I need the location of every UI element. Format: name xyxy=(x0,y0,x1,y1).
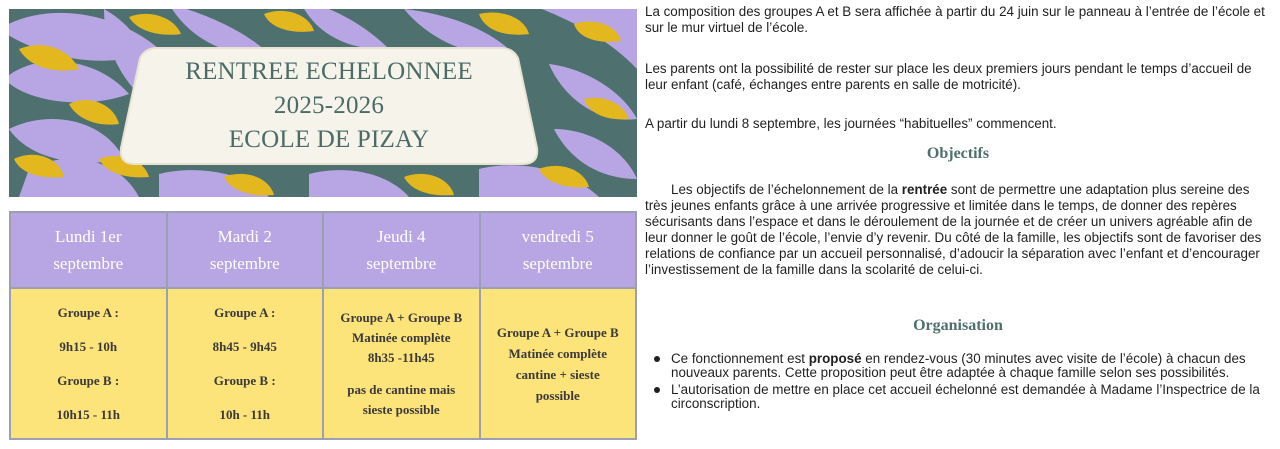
banner-title-line3: ECOLE DE PIZAY xyxy=(228,126,430,153)
schedule-table xyxy=(9,211,637,440)
cell-monday: Groupe A : 9h15 - 10h Groupe B : 10h15 - 11h xyxy=(10,288,167,439)
heading-organisation: Organisation xyxy=(913,317,1003,334)
organisation-list xyxy=(645,352,1271,414)
paragraph-usual-days: A partir du lundi 8 septembre, les journées “habituelles” commencent. xyxy=(645,116,1057,131)
list-item: L’autorisation de mettre en place cet accueil échelonné est demandée à Madame l’Inspectrice de la circonscription. xyxy=(645,383,1271,411)
cell-thursday: Groupe A + Groupe B Matinée complète 8h35 -11h45 pas de cantine mais sieste possible xyxy=(323,288,480,439)
bullet-icon xyxy=(654,387,660,393)
paragraph-objectifs: Les objectifs de l’échelonnement de la rentrée sont de permettre une adaptation plus sereine des très jeunes enfants grâce à une arrivée progressive et limitée dans le temps, de donner des repères sécurisants dans l’espace et dans le déroulement de la journée et de créer un univers agréable afin de leur donner le goût de l’école, l’envie d’y revenir. Du côté de la famille, les objectifs sont de favoriser des relations de confiance par un accueil personnalisé, d’adoucir la séparation avec l’enfant et d’encourager l’investissement de la famille dans la scolarité de celui-ci. xyxy=(645,182,1262,277)
schedule-body-row xyxy=(10,288,636,439)
day-header-thursday: Jeudi 4 septembre xyxy=(323,212,480,288)
paragraph-groups-display: La composition des groupes A et B sera affichée à partir du 24 juin sur le panneau à l’entrée de l’école et sur le mur virtuel de l’école. xyxy=(645,4,1265,35)
banner-title-line1: RENTREE ECHELONNEE xyxy=(185,58,473,85)
text-column xyxy=(645,0,1275,449)
heading-objectifs: Objectifs xyxy=(926,145,990,162)
title-card xyxy=(117,44,541,168)
cell-friday: Groupe A + Groupe B Matinée complète cantine + sieste possible xyxy=(480,288,637,439)
day-header-monday: Lundi 1er septembre xyxy=(10,212,167,288)
paragraph-parents-stay: Les parents ont la possibilité de rester sur place les deux premiers jours pendant le temps d’accueil de leur enfant (café, échanges entre parents en salle de motricité). xyxy=(645,61,1252,92)
banner-title-line2: 2025-2026 xyxy=(273,92,385,119)
day-header-friday: vendredi 5 septembre xyxy=(480,212,637,288)
schedule-header-row xyxy=(10,212,636,288)
banner xyxy=(9,9,637,197)
cell-tuesday: Groupe A : 8h45 - 9h45 Groupe B : 10h - 11h xyxy=(167,288,324,439)
bullet-icon xyxy=(654,356,660,362)
list-item: Ce fonctionnement est proposé en rendez-vous (30 minutes avec visite de l’école) à chacun des nouveaux parents. Cette proposition peut être adaptée à chaque famille selon ses possibilités. xyxy=(645,352,1271,380)
day-header-tuesday: Mardi 2 septembre xyxy=(167,212,324,288)
